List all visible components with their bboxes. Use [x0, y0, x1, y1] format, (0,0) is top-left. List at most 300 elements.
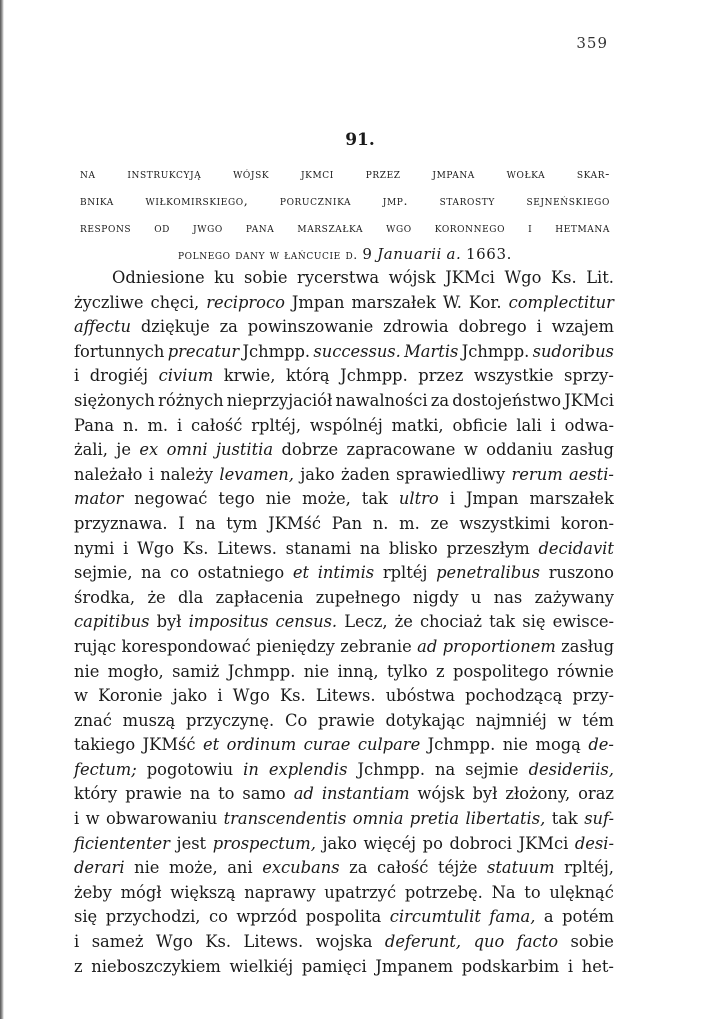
word: instantiam [321, 784, 410, 804]
word: zebranie [340, 636, 412, 656]
word: Wgo [155, 932, 193, 952]
heading-word: na [80, 166, 96, 181]
word: sejmie, [74, 563, 133, 583]
word: marszałek [351, 292, 436, 312]
word: sprawiedliwy [396, 464, 506, 484]
heading-word: i [528, 220, 533, 235]
word: dla [177, 587, 204, 607]
word: na [141, 563, 162, 583]
word: mogło, [107, 661, 164, 681]
word: chociaż [419, 612, 482, 632]
word: Jchmpp. [227, 661, 296, 681]
heading-word: pana [245, 220, 275, 235]
word: jest [176, 833, 207, 853]
document-heading [80, 160, 610, 268]
word: sudoribus [532, 341, 614, 361]
word: Jmpanem [375, 956, 454, 976]
word: negować [134, 489, 208, 509]
word: a [543, 907, 554, 927]
text-line [74, 684, 614, 709]
word: successus. [313, 341, 401, 361]
word: pogotowiu [146, 759, 234, 779]
word: dobroci [449, 833, 513, 853]
word: census. [275, 612, 338, 632]
word: wójsk [388, 268, 436, 287]
word: Wgo [232, 686, 270, 706]
word: penetralibus [436, 563, 541, 583]
word: prawie [125, 784, 182, 804]
text-line [74, 709, 614, 734]
word: przyczynę. [186, 710, 275, 730]
word: ad [417, 636, 438, 656]
word: wspólnéj [309, 415, 383, 435]
word: drogiéj [89, 366, 149, 386]
word: tak [551, 809, 578, 829]
word: suf- [584, 809, 614, 829]
heading-word: instrukcyją [127, 166, 202, 181]
word: za [430, 390, 450, 410]
word: w [557, 710, 572, 730]
word: krwie, [223, 366, 276, 386]
word: z [436, 661, 445, 681]
word: de- [588, 735, 614, 755]
word: za [349, 858, 368, 878]
word: którą [285, 366, 330, 386]
word: Jchmpp. [427, 735, 496, 755]
word: zupełnego [315, 587, 401, 607]
word: dostojeństwo [452, 390, 562, 410]
word: i [550, 415, 556, 435]
text-line [74, 930, 614, 955]
word: był [472, 784, 498, 804]
word: się [522, 612, 546, 632]
word: lali [516, 415, 542, 435]
word: Ks. [279, 686, 306, 706]
word: Co [284, 710, 308, 730]
word: i [449, 489, 455, 509]
word: siężonych [74, 390, 155, 410]
text-line [74, 414, 614, 439]
word: większą [170, 882, 236, 902]
word: jako [172, 686, 208, 706]
word: żeby [74, 882, 112, 902]
word: chęci, [150, 292, 200, 312]
text-line [74, 315, 614, 340]
word: pochodzącą [465, 686, 563, 706]
word: affectu [74, 317, 132, 337]
word: aesti- [568, 464, 614, 484]
word: to [218, 784, 235, 804]
word: complectitur [508, 292, 614, 312]
word: po [422, 833, 443, 853]
heading-word: jwgo [193, 220, 223, 235]
word: różnych [158, 390, 224, 410]
text-line [74, 758, 614, 783]
word: obficie [452, 415, 508, 435]
word: pretia [409, 809, 460, 829]
word: zażywany [534, 587, 614, 607]
word: upatrzyć [324, 882, 397, 902]
word: sobie [244, 268, 288, 287]
heading-word: wiłkomirskiego, [145, 193, 249, 208]
word: oddaniu [486, 440, 553, 460]
heading-word: w [269, 247, 280, 262]
word: Litews. [315, 686, 376, 706]
word: zapłacenia [215, 587, 304, 607]
word: impositus [188, 612, 269, 632]
word: ku [214, 268, 235, 287]
word: tego [218, 489, 255, 509]
word: i [74, 809, 80, 829]
word: rerum [511, 464, 563, 484]
word: co [208, 907, 228, 927]
word: matki, [391, 415, 444, 435]
word: culpare [357, 735, 421, 755]
word: ani [227, 858, 253, 878]
word: ruszono [548, 563, 614, 583]
word: rpltéj, [251, 415, 302, 435]
word: całość [377, 858, 429, 878]
word: złożony, [505, 784, 571, 804]
word: proportionem [442, 636, 556, 656]
word: zdrowia [383, 317, 449, 337]
word: n. [122, 415, 139, 435]
word: na [195, 513, 216, 533]
word: inną, [337, 661, 379, 681]
word: się [74, 907, 98, 927]
heading-word: respons [80, 220, 132, 235]
text-line [74, 537, 614, 562]
word: może, [169, 858, 218, 878]
word: samiż [172, 661, 220, 681]
word: capitibus [74, 612, 150, 632]
word: na [359, 538, 381, 558]
word: n. [372, 513, 389, 533]
word: intimis [317, 563, 375, 583]
word: na [435, 759, 456, 779]
word: rując [74, 636, 117, 656]
word: w [74, 686, 88, 706]
word: i [176, 415, 183, 435]
heading-word: skar- [576, 166, 610, 181]
word: m. [147, 415, 169, 435]
heading-word: d. [345, 247, 358, 262]
word: stanami [285, 538, 352, 558]
word: W. [442, 292, 462, 312]
text-line [74, 438, 614, 463]
word: mogą [535, 735, 581, 755]
heading-word: sejneńskiego [526, 193, 610, 208]
word: tym [226, 513, 258, 533]
word: ex [139, 440, 159, 460]
word: nymi [74, 538, 115, 558]
heading-word: jmp. [382, 193, 409, 208]
word: Jchmpp. [340, 366, 408, 386]
word: omnia [352, 809, 404, 829]
word: przyznawa. [74, 513, 168, 533]
word: wszystkie [473, 366, 554, 386]
word: Martis [404, 341, 459, 361]
word: i [148, 464, 154, 484]
heading-word: dany [235, 247, 266, 262]
word: desideriis, [528, 759, 614, 779]
word: co [170, 563, 189, 583]
word: nie [134, 858, 160, 878]
word: Jmpan [291, 292, 345, 312]
word: ordinum [226, 735, 297, 755]
word: odwa- [564, 415, 614, 435]
heading-word: 1663. [466, 245, 512, 263]
word: Litews. [217, 538, 277, 558]
word: i [74, 932, 80, 952]
word: przeszłym [446, 538, 530, 558]
word: Na [491, 882, 516, 902]
word: ultro [398, 489, 439, 509]
word: dobrego [458, 317, 527, 337]
word: mator [74, 489, 124, 509]
word: justitia [215, 440, 274, 460]
word: tém [582, 710, 614, 730]
word: wprzód [236, 907, 298, 927]
word: nie [265, 489, 292, 509]
word: m. [399, 513, 420, 533]
word: równie [557, 661, 614, 681]
word: to [524, 882, 541, 902]
word: reciproco [206, 292, 285, 312]
text-line [74, 610, 614, 635]
word: w [85, 809, 100, 829]
word: Koronie [98, 686, 163, 706]
word: nieboszczykiem [91, 956, 221, 976]
word: Jchmpp. [242, 341, 311, 361]
word: był [156, 612, 182, 632]
word: nie [502, 735, 529, 755]
heading-word: a. [446, 245, 462, 263]
text-line [74, 389, 614, 414]
word: samo [242, 784, 286, 804]
word: téjże [437, 858, 478, 878]
word: Jchmpp. [461, 341, 530, 361]
word: wójsk [417, 784, 465, 804]
text-line [74, 881, 614, 906]
word: muszą [122, 710, 176, 730]
word: JKMść [142, 735, 196, 755]
heading-word: przez [365, 166, 401, 181]
text-line [74, 905, 614, 930]
word: zasług [561, 636, 614, 656]
word: że [394, 612, 413, 632]
word: i [567, 956, 574, 976]
word: JKMci [564, 390, 614, 410]
word: za [219, 317, 238, 337]
word: quo [473, 932, 505, 952]
heading-word: 9 [362, 245, 373, 263]
word: takiego [74, 735, 136, 755]
heading-word: Januarii [377, 245, 442, 263]
page-number: 359 [576, 34, 608, 52]
word: żali, [74, 440, 108, 460]
word: u [470, 587, 482, 607]
word: z [74, 956, 83, 976]
word: JKMci [518, 833, 569, 853]
word: i [74, 366, 80, 386]
heading-word: jkmci [300, 166, 334, 181]
word: omni [166, 440, 208, 460]
word: explendis [268, 759, 348, 779]
word: Ks. [182, 538, 209, 558]
word: życzliwe [74, 292, 144, 312]
word: wzajem [551, 317, 614, 337]
word: transcendentis [223, 809, 347, 829]
heading-word: koronnego [434, 220, 506, 235]
word: et [292, 563, 310, 583]
word: prospectum, [212, 833, 316, 853]
heading-word: polnego [178, 247, 231, 262]
word: rpltéj [382, 563, 428, 583]
word: desi- [574, 833, 614, 853]
word: dobrze [281, 440, 339, 460]
word: i [217, 686, 223, 706]
heading-word: bnika [80, 193, 114, 208]
word: prawie [318, 710, 375, 730]
word: należało [74, 464, 143, 484]
word: obwarowaniu [105, 809, 218, 829]
word: precatur [167, 341, 240, 361]
heading-line [80, 214, 610, 241]
word: Lecz, [344, 612, 388, 632]
heading-word: od [154, 220, 170, 235]
heading-line [80, 187, 610, 214]
word: sprzy- [564, 366, 614, 386]
word: Ks. [550, 268, 577, 287]
word: zapracowane [346, 440, 456, 460]
word: in [243, 759, 259, 779]
text-line [74, 660, 614, 685]
word: potém [562, 907, 614, 927]
word: ewisce- [552, 612, 614, 632]
word: najmniéj [475, 710, 547, 730]
word: nie [74, 661, 100, 681]
word: przez [418, 366, 464, 386]
word: pospolitego [453, 661, 549, 681]
word: mógł [120, 882, 162, 902]
text-line [74, 586, 614, 611]
word: curae [303, 735, 351, 755]
word: może, [302, 489, 351, 509]
word: oraz [578, 784, 614, 804]
word: ulęknąć [549, 882, 614, 902]
word: facto [516, 932, 558, 952]
heading-word: łańcucie [284, 247, 341, 262]
word: Litews. [243, 932, 304, 952]
word: pospolita [305, 907, 382, 927]
word: Ks. [205, 932, 232, 952]
word: wojska [315, 932, 373, 952]
word: nawalności [335, 390, 428, 410]
heading-word: jmpana [432, 166, 475, 181]
word: Jchmpp. [357, 759, 426, 779]
text-line [74, 266, 614, 291]
text-line [74, 512, 614, 537]
word: nas [493, 587, 523, 607]
heading-word: marszałka [297, 220, 364, 235]
word: nie [303, 661, 330, 681]
word: w [463, 440, 478, 460]
text-line [74, 832, 614, 857]
word: nieprzyjaciół [226, 390, 333, 410]
heading-line [80, 241, 610, 268]
word: należy [160, 464, 214, 484]
word: sejmie [465, 759, 519, 779]
word: fectum; [74, 759, 137, 779]
body-text [74, 266, 614, 979]
word: pamięci [301, 956, 367, 976]
text-line [74, 782, 614, 807]
word: derari [74, 858, 125, 878]
word: Kor. [468, 292, 502, 312]
word: i [536, 317, 542, 337]
word: blisko [388, 538, 438, 558]
word: przychodzi, [105, 907, 201, 927]
word: JKMci [445, 268, 495, 287]
word: Pana [74, 415, 115, 435]
document-number: 91. [345, 130, 375, 150]
word: znać [74, 710, 112, 730]
word: ubóstwa [385, 686, 455, 706]
word: naprawy [244, 882, 316, 902]
word: ze [430, 513, 449, 533]
word: nigdy [412, 587, 459, 607]
word: Wgo [504, 268, 542, 287]
text-line [74, 487, 614, 512]
heading-word: wójsk [233, 166, 270, 181]
word: dziękuje [140, 317, 210, 337]
word: I [178, 513, 185, 533]
word: wielkiéj [229, 956, 294, 976]
word: jako [300, 464, 335, 484]
word: podskarbim [461, 956, 560, 976]
book-binding-edge [0, 0, 4, 1019]
word: na [189, 784, 211, 804]
word: rpltéj, [564, 858, 614, 878]
word: więcéj [363, 833, 417, 853]
word: potrzebę. [404, 882, 483, 902]
word: jako [322, 833, 357, 853]
heading-word: starosty [439, 193, 495, 208]
word: ficiententer [74, 833, 170, 853]
word: libertatis, [465, 809, 546, 829]
heading-word: porucznika [279, 193, 352, 208]
text-line [74, 291, 614, 316]
text-line [74, 955, 614, 980]
text-line [74, 635, 614, 660]
word: levamen, [219, 464, 294, 484]
word: dotykając [385, 710, 465, 730]
text-line [74, 807, 614, 832]
word: Pan [331, 513, 363, 533]
word: zasług [561, 440, 614, 460]
word: je [116, 440, 131, 460]
word: fama, [489, 907, 536, 927]
word: całość [191, 415, 243, 435]
text-line [74, 733, 614, 758]
word: decidavit [538, 538, 614, 558]
word: tak [489, 612, 516, 632]
word: JKMść [268, 513, 321, 533]
word: żaden [341, 464, 390, 484]
word: deferunt, [384, 932, 462, 952]
word: Lit. [586, 268, 614, 287]
